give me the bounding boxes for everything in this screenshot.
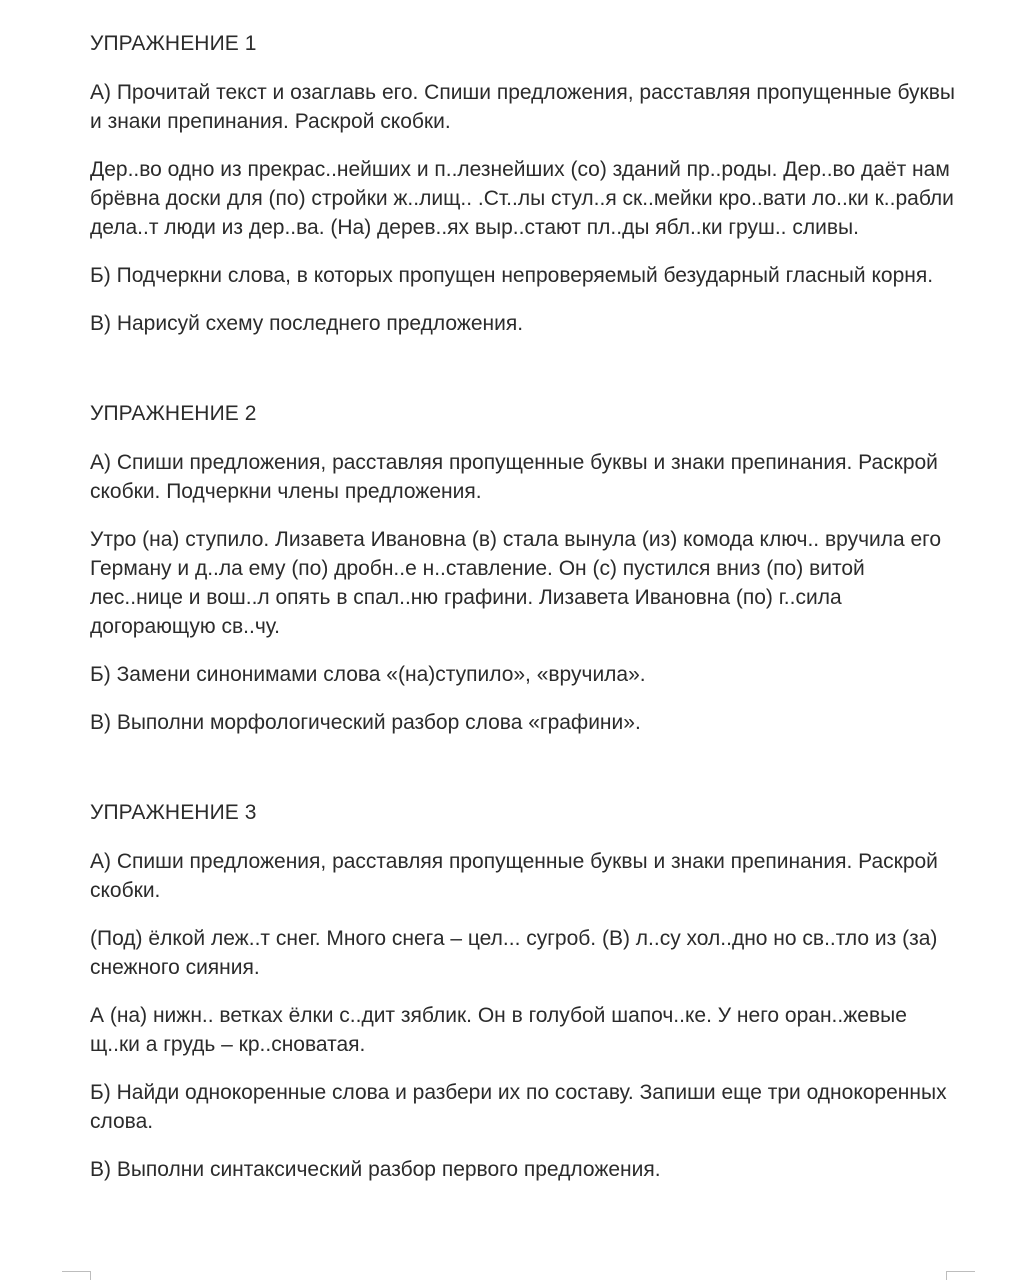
task-v: В) Выполни синтаксический разбор первого предложения.: [90, 1158, 661, 1181]
task-v: В) Выполни морфологический разбор слова «графини».: [90, 711, 641, 734]
task-a: А) Прочитай текст и озаглавь его. Спиши предложения, расставляя пропущенные буквы и знаки препинания. Раскрой скобки.: [90, 81, 955, 133]
document-page: [90, 30, 960, 1184]
exercise-title: УПРАЖНЕНИЕ 2: [90, 402, 257, 425]
task-a: А) Спиши предложения, расставляя пропущенные буквы и знаки препинания. Раскрой скобки.: [90, 850, 938, 902]
task-v: В) Нарисуй схему последнего предложения.: [90, 312, 524, 335]
exercise-1: [90, 30, 960, 338]
task-b: Б) Найди однокоренные слова и разбери их по составу. Запиши еще три однокоренных слова.: [90, 1081, 947, 1133]
exercise-3: [90, 799, 960, 1184]
exercise-2: [90, 400, 960, 737]
task-b: Б) Замени синонимами слова «(на)ступило», «вручила».: [90, 663, 646, 686]
exercise-text: А (на) нижн.. ветках ёлки с..дит зяблик. Он в голубой шапоч..ке. У него оран..жевые щ..ки а грудь – кр..сноватая.: [90, 1004, 907, 1056]
task-b: Б) Подчеркни слова, в которых пропущен непроверяемый безударный гласный корня.: [90, 264, 934, 287]
exercise-title: УПРАЖНЕНИЕ 3: [90, 801, 257, 824]
exercise-text: Дер..во одно из прекрас..нейших и п..лезнейших (со) зданий пр..роды. Дер..во даёт нам брёвна доски для (по) стройки ж..лищ.. .Ст..лы стул..я ск..мейки кро..вати ло..ки к..рабли дела..т люди из дер..ва. (На) дерев..ях выр..стают пл..ды ябл..ки груш.. сливы.: [90, 158, 954, 239]
task-a: А) Спиши предложения, расставляя пропущенные буквы и знаки препинания. Раскрой скобки. Подчеркни члены предложения.: [90, 451, 938, 503]
exercise-text: Утро (на) ступило. Лизавета Ивановна (в) стала вынула (из) комода ключ.. вручила его Герману и д..ла ему (по) дробн..е н..ставление. Он (с) пустился вниз (по) витой лес..нице и вош..л опять в спал..ню графини. Лизавета Ивановна (по) г..сила догорающую св..чу.: [90, 528, 942, 638]
exercise-title: УПРАЖНЕНИЕ 1: [90, 32, 257, 55]
page-corner-mark-right: [946, 1271, 975, 1280]
exercise-text: (Под) ёлкой леж..т снег. Много снега – цел... сугроб. (В) л..су хол..дно но св..тло из (за) снежного сияния.: [90, 927, 938, 979]
page-corner-mark-left: [62, 1271, 91, 1280]
